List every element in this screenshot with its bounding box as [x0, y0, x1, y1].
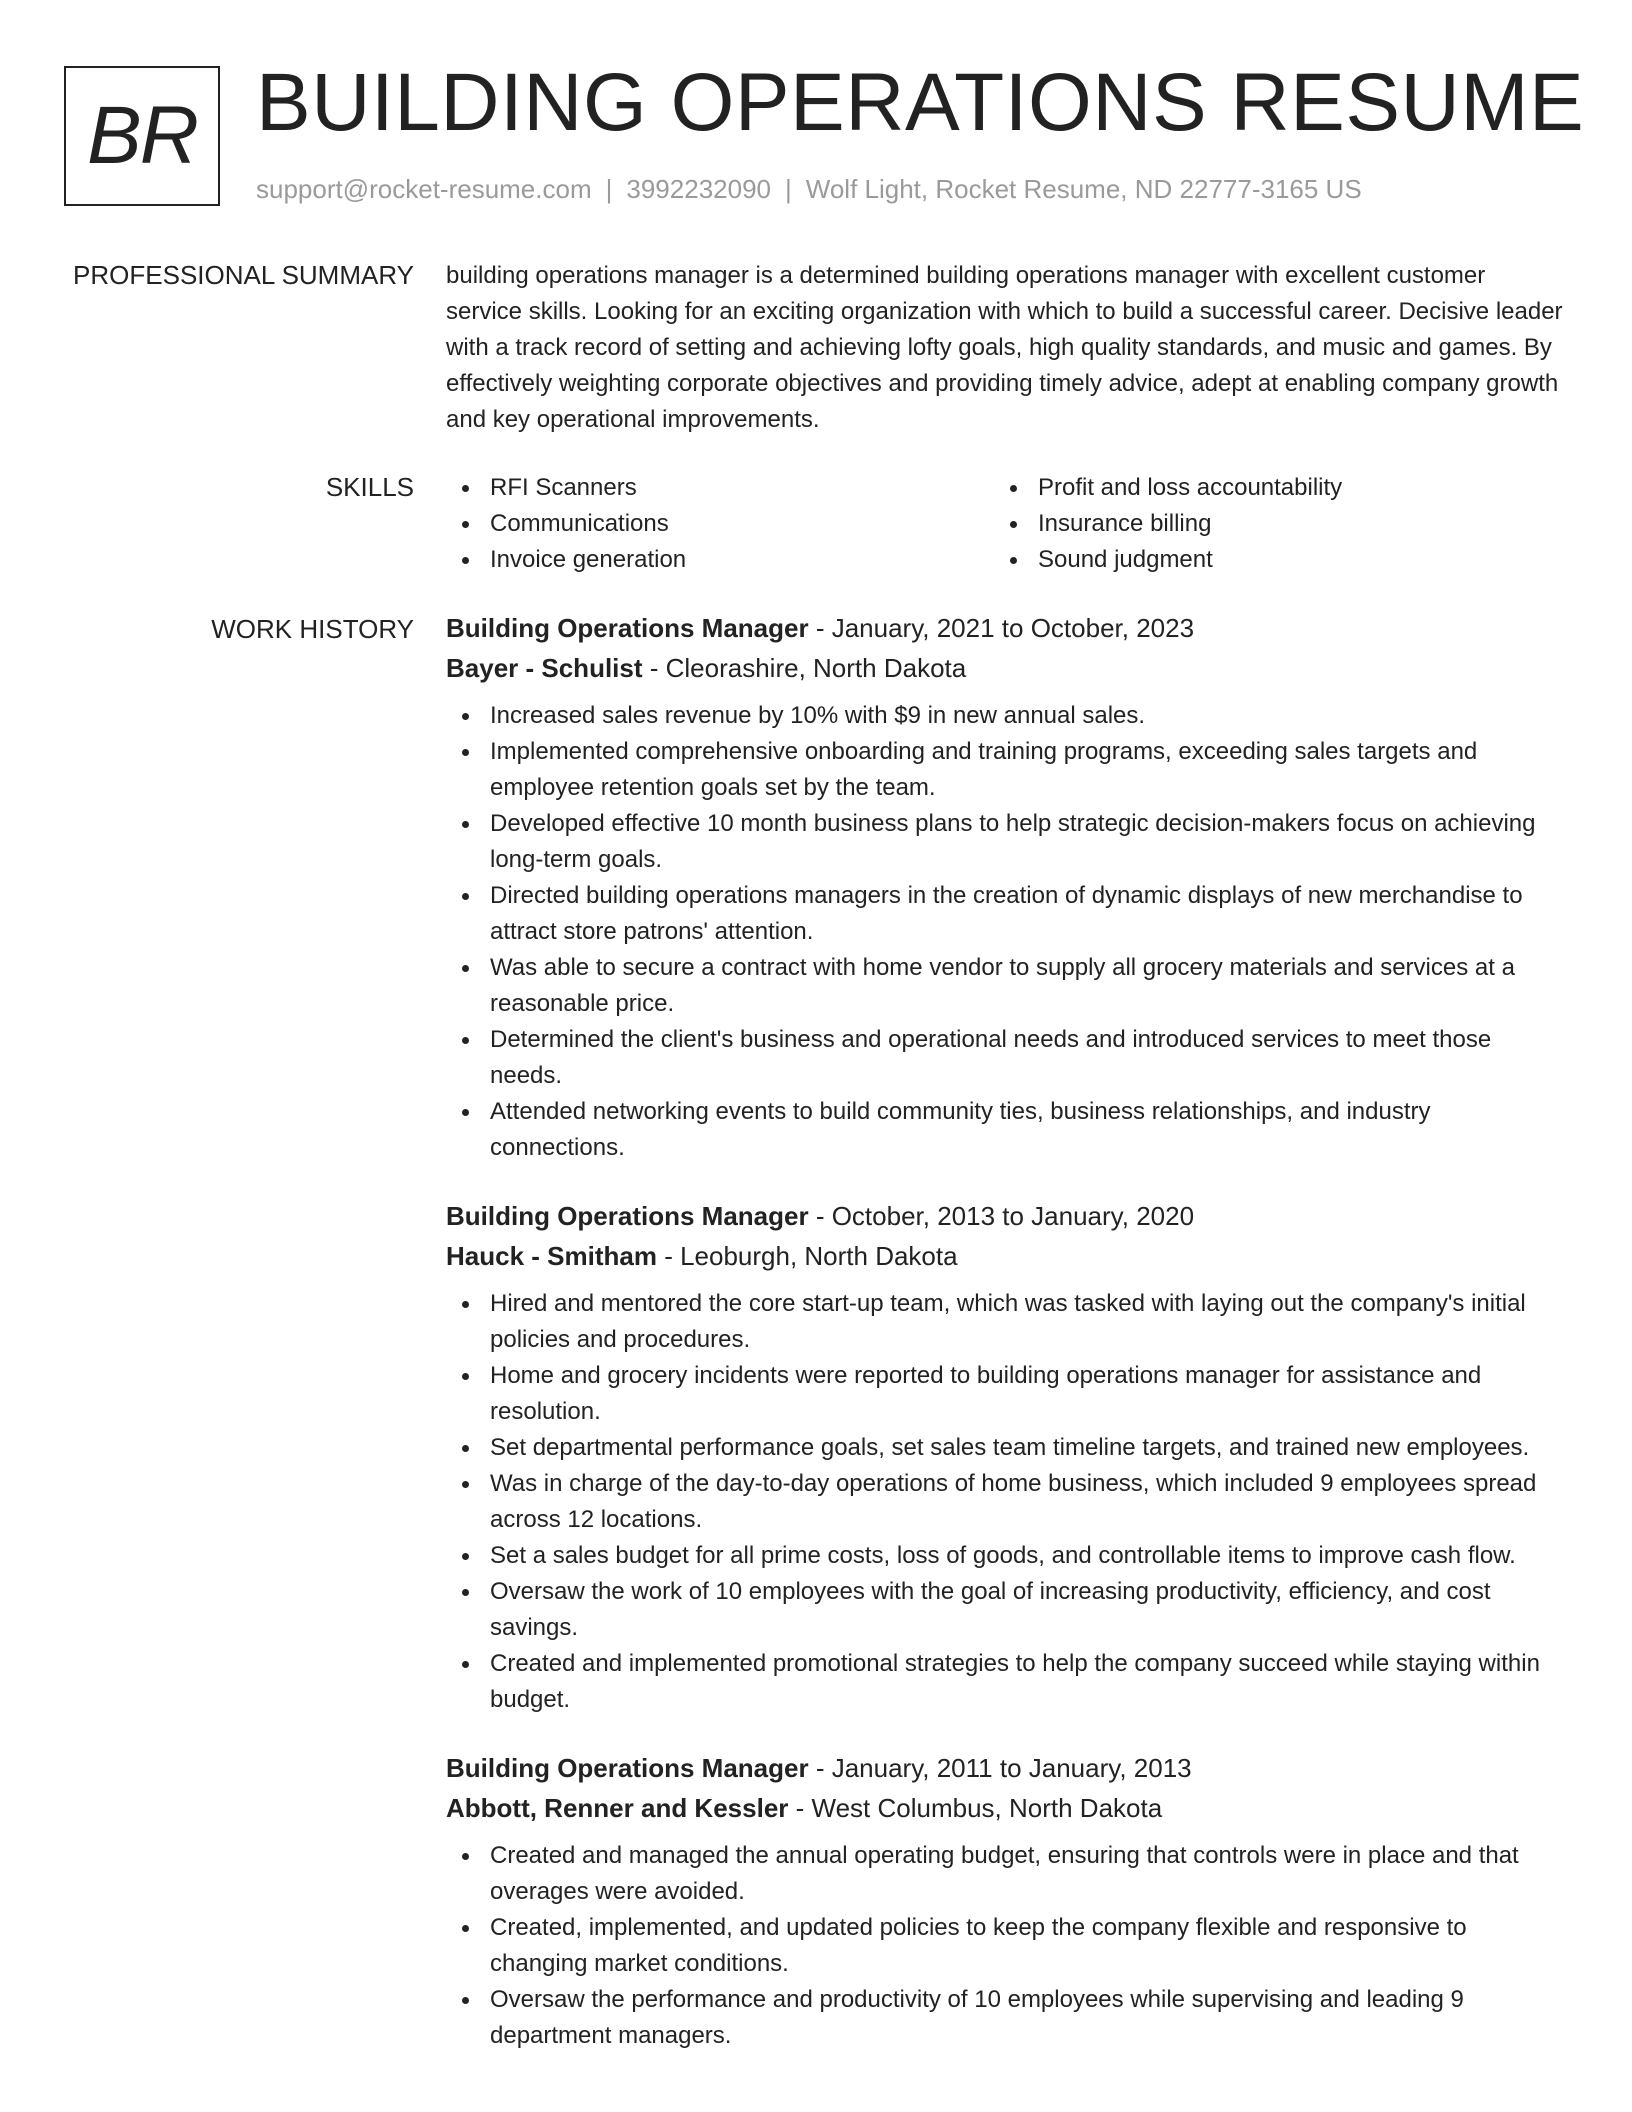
skill-item: Profit and loss accountability	[994, 470, 1542, 506]
contact-separator: |	[785, 174, 792, 204]
job-bullet: Was able to secure a contract with home vendor to supply all grocery materials and services at a reasonable price.	[446, 950, 1566, 1022]
job-bullet: Attended networking events to build community ties, business relationships, and industry connections.	[446, 1094, 1566, 1166]
job-bullet: Was in charge of the day-to-day operations of home business, which included 9 employees spread across 12 locations.	[446, 1466, 1566, 1538]
job-company: Hauck - Smitham	[446, 1241, 657, 1271]
job-dates: - January, 2021 to October, 2023	[815, 613, 1195, 643]
contact-line	[256, 174, 1362, 205]
job-bullet: Set a sales budget for all prime costs, loss of goods, and controllable items to improve cash flow.	[446, 1538, 1566, 1574]
job-bullet: Created, implemented, and updated policies to keep the company flexible and responsive to changing market conditions.	[446, 1910, 1566, 1982]
job-bullet: Hired and mentored the core start-up team, which was tasked with laying out the company's initial policies and procedures.	[446, 1286, 1566, 1358]
skill-item: Insurance billing	[994, 506, 1542, 542]
skills-column-left	[446, 470, 994, 578]
contact-address: Wolf Light, Rocket Resume, ND 22777-3165 US	[805, 174, 1362, 204]
job-bullet: Created and implemented promotional strategies to help the company succeed while staying within budget.	[446, 1646, 1566, 1718]
job-location: - West Columbus, North Dakota	[795, 1793, 1163, 1823]
skills-column-right	[994, 470, 1542, 578]
work-history-heading: WORK HISTORY	[211, 614, 414, 644]
job-title-line	[446, 1196, 1566, 1236]
job-bullets	[446, 1838, 1566, 2054]
contact-phone[interactable]: 3992232090	[626, 174, 771, 204]
work-history-section	[446, 608, 1566, 2084]
job-dates: - October, 2013 to January, 2020	[815, 1201, 1195, 1231]
monogram-logo	[64, 66, 220, 206]
job-bullet: Developed effective 10 month business plans to help strategic decision-makers focus on achieving long-term goals.	[446, 806, 1566, 878]
job-company-line	[446, 1236, 1566, 1276]
job-location: - Leoburgh, North Dakota	[664, 1241, 958, 1271]
job-bullet: Created and managed the annual operating budget, ensuring that controls were in place and that overages were avoided.	[446, 1838, 1566, 1910]
job-bullet: Oversaw the performance and productivity of 10 employees while supervising and leading 9 department managers.	[446, 1982, 1566, 2054]
skill-item: Invoice generation	[446, 542, 994, 578]
job-title: Building Operations Manager	[446, 1753, 809, 1783]
job-bullet: Increased sales revenue by 10% with $9 in new annual sales.	[446, 698, 1566, 734]
skill-item: RFI Scanners	[446, 470, 994, 506]
skill-item: Sound judgment	[994, 542, 1542, 578]
job-entry	[446, 1196, 1566, 1718]
job-location: - Cleorashire, North Dakota	[649, 653, 967, 683]
job-company-line	[446, 648, 1566, 688]
skills-section	[446, 470, 1566, 578]
skills-heading: SKILLS	[325, 472, 414, 502]
resume-title: BUILDING OPERATIONS RESUME	[256, 57, 1585, 148]
job-bullet: Set departmental performance goals, set sales team timeline targets, and trained new employees.	[446, 1430, 1566, 1466]
job-title: Building Operations Manager	[446, 1201, 809, 1231]
skills-grid	[446, 470, 1566, 578]
summary-text: building operations manager is a determined building operations manager with excellent customer service skills. Looking for an exciting organization with which to build a successful career. Decisive leader with a track record of setting and achieving lofty goals, high quality standards, and music and games. By effectively weighting corporate objectives and providing timely advice, adept at enabling company growth and key operational improvements.	[446, 262, 1563, 433]
job-title-line	[446, 1748, 1566, 1788]
job-bullet: Directed building operations managers in the creation of dynamic displays of new merchandise to attract store patrons' attention.	[446, 878, 1566, 950]
job-bullets	[446, 698, 1566, 1166]
job-company: Abbott, Renner and Kessler	[446, 1793, 789, 1823]
contact-email[interactable]: support@rocket-resume.com	[256, 174, 592, 204]
job-entry	[446, 1748, 1566, 2054]
summary-heading: PROFESSIONAL SUMMARY	[73, 260, 414, 290]
job-company-line	[446, 1788, 1566, 1828]
job-dates: - January, 2011 to January, 2013	[815, 1753, 1192, 1783]
job-bullet: Implemented comprehensive onboarding and training programs, exceeding sales targets and employee retention goals set by the team.	[446, 734, 1566, 806]
contact-separator: |	[605, 174, 613, 204]
job-bullet: Home and grocery incidents were reported to building operations manager for assistance and resolution.	[446, 1358, 1566, 1430]
job-bullet: Determined the client's business and operational needs and introduced services to meet those needs.	[446, 1022, 1566, 1094]
summary-section	[446, 258, 1566, 438]
job-title-line	[446, 608, 1566, 648]
skill-item: Communications	[446, 506, 994, 542]
job-bullet: Oversaw the work of 10 employees with the goal of increasing productivity, efficiency, and cost savings.	[446, 1574, 1566, 1646]
job-entry	[446, 608, 1566, 1166]
job-title: Building Operations Manager	[446, 613, 809, 643]
monogram-initials: BR	[87, 90, 197, 181]
job-company: Bayer - Schulist	[446, 653, 643, 683]
job-bullets	[446, 1286, 1566, 1718]
